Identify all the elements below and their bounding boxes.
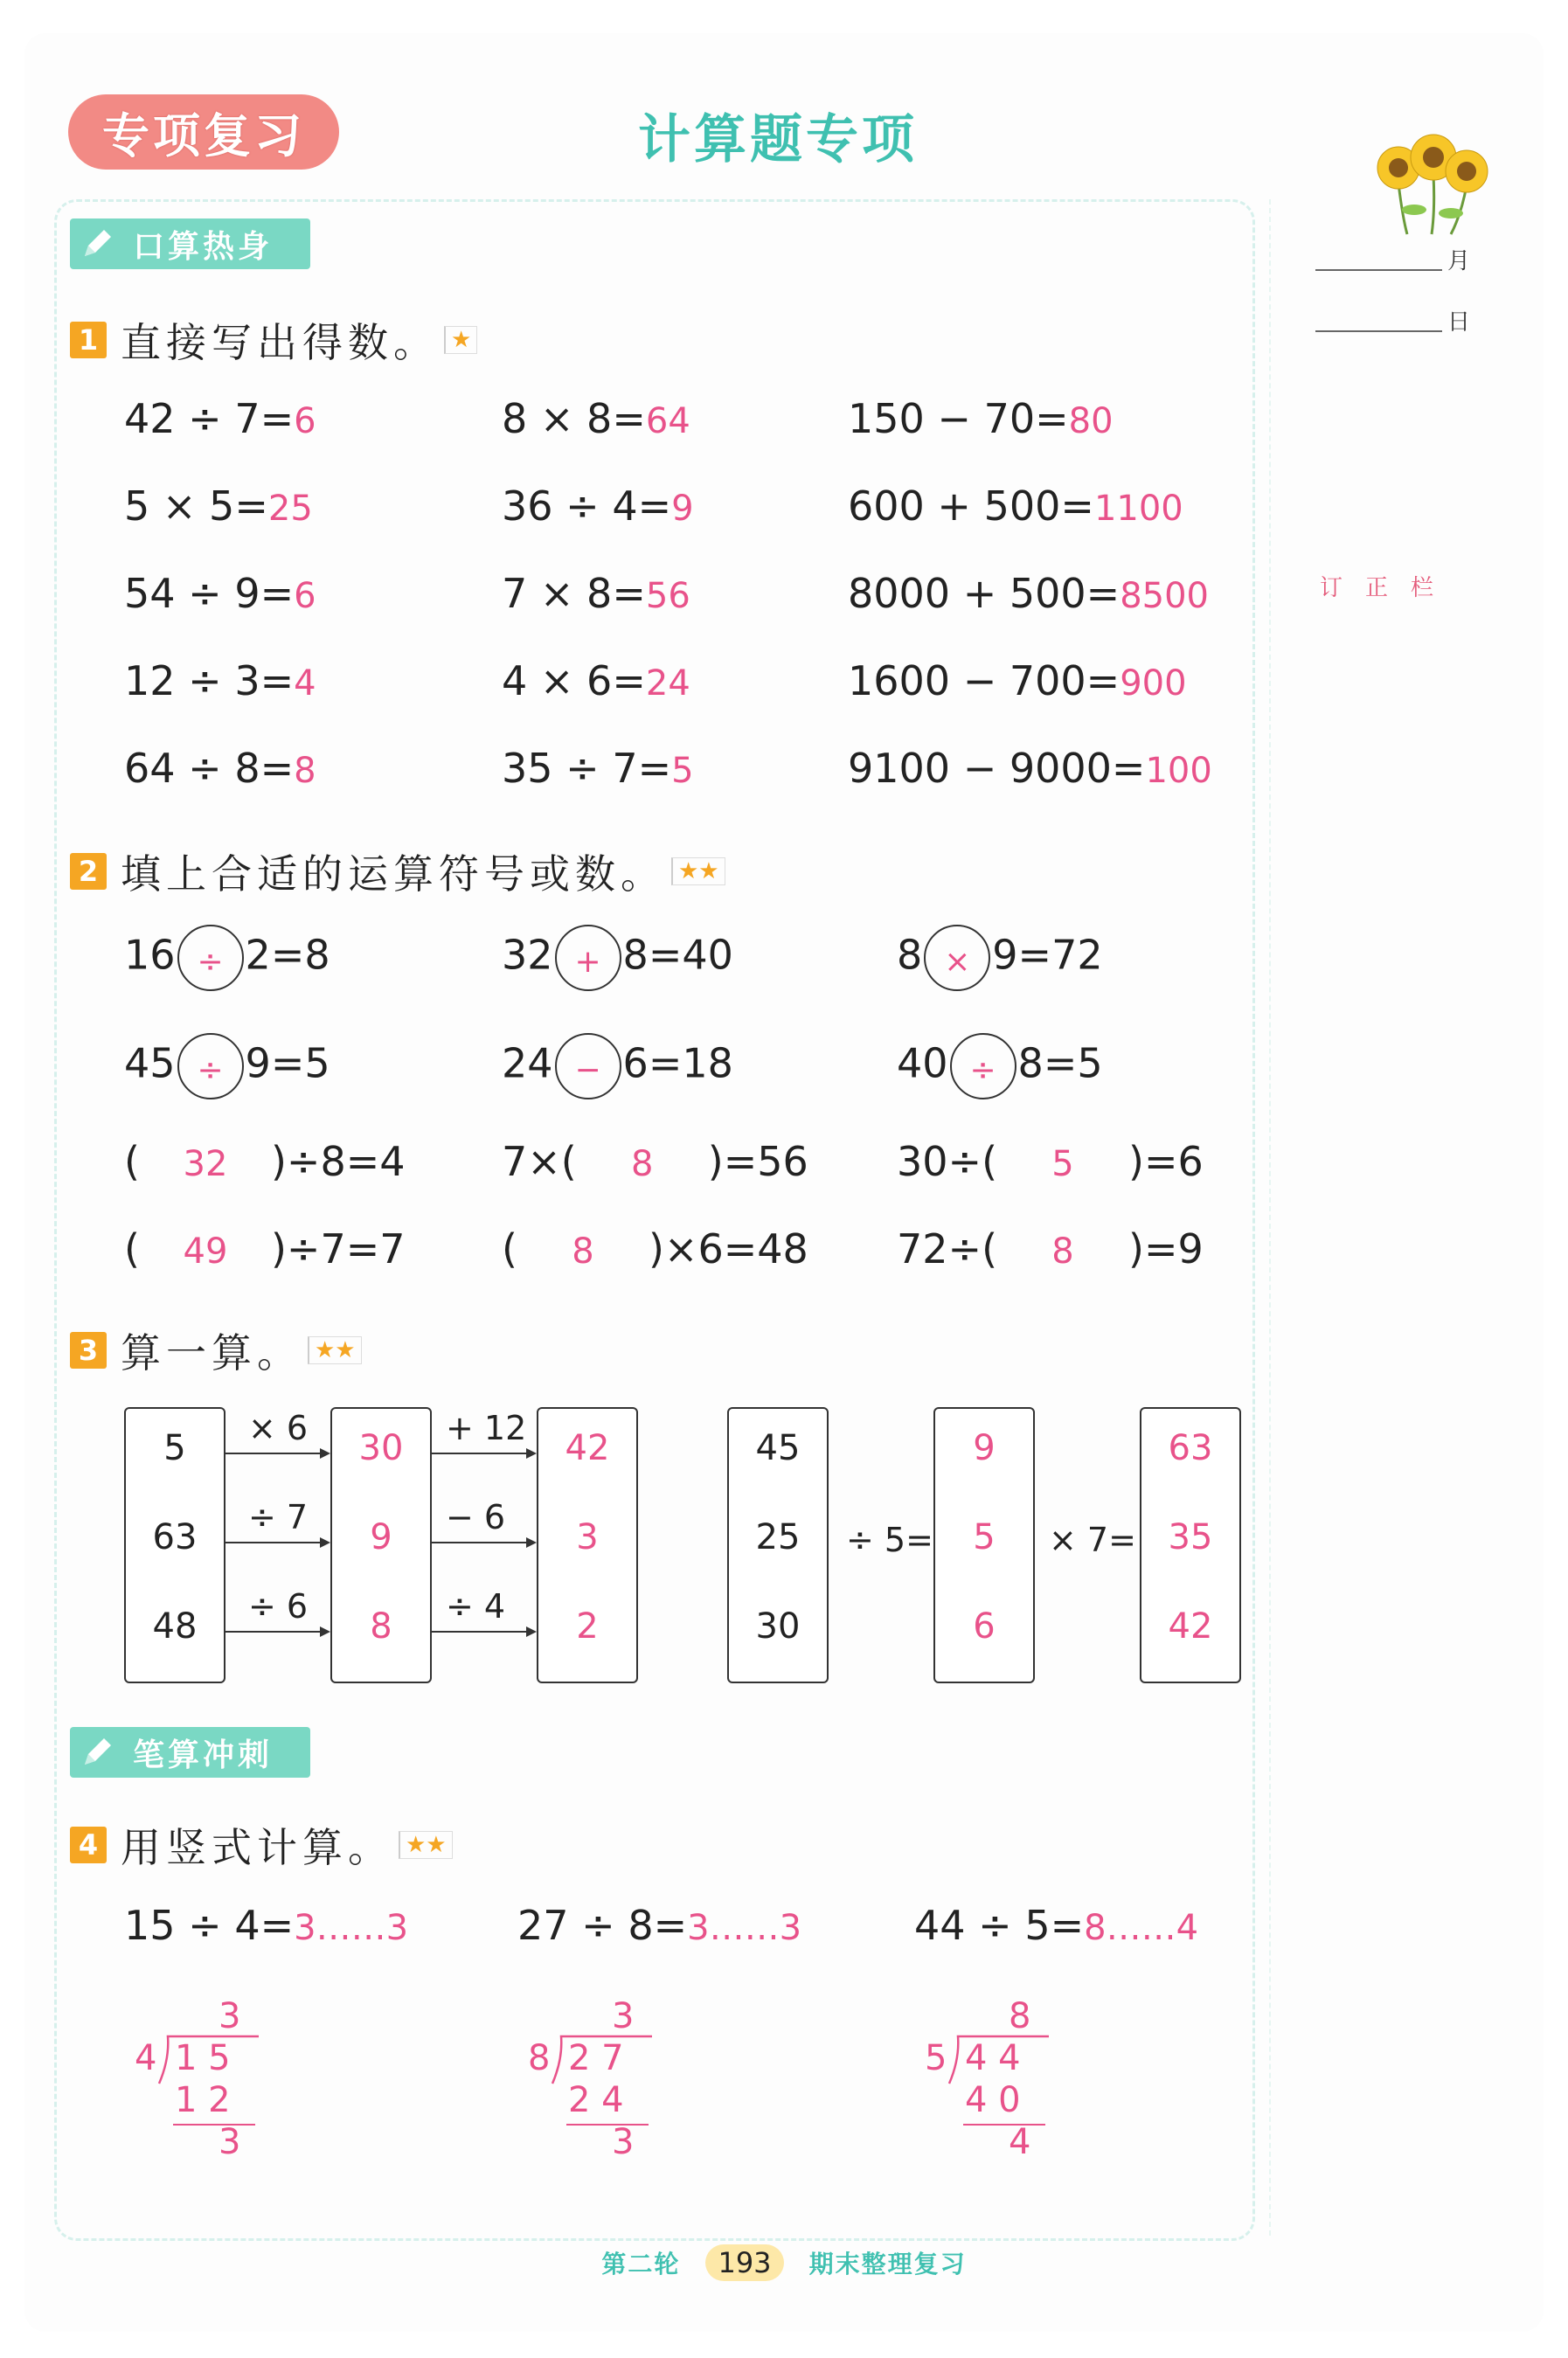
answer-text: 4 — [294, 663, 316, 704]
equation-text: 36 ÷ 4= — [502, 482, 672, 530]
remainder: 4 — [1009, 2122, 1031, 2162]
footer — [0, 2244, 1568, 2281]
operator-answer: ÷ — [197, 944, 224, 980]
paren-right: )×6=48 — [648, 1225, 808, 1273]
right-part: 8=5 — [1017, 1039, 1103, 1087]
pencil-icon — [77, 1732, 117, 1772]
box-value: 8 — [370, 1606, 392, 1647]
arrow-icon — [432, 1453, 535, 1454]
paren-answer: 32 — [183, 1144, 228, 1184]
answer-text: 6 — [294, 401, 316, 441]
equation-text: 44 ÷ 5= — [914, 1902, 1085, 1949]
subtraction-line — [173, 2124, 255, 2126]
left-operand: 16 — [124, 931, 176, 979]
q3-text: 算一算。 — [121, 1329, 302, 1377]
box-value: 30 — [755, 1606, 801, 1647]
paren-right: )=56 — [707, 1138, 808, 1185]
divisor: 4 — [135, 2038, 157, 2078]
left-operand: 45 — [124, 1039, 176, 1087]
q3-number: 3 — [70, 1332, 107, 1369]
paren-left: 72÷( — [897, 1225, 998, 1273]
operation-label: ÷ 6 — [248, 1587, 309, 1626]
equation-text: 7 × 8= — [502, 570, 646, 617]
operator-answer: × — [944, 944, 971, 980]
equation-text: 8 × 8= — [502, 395, 646, 442]
answer-text: 64 — [645, 401, 690, 441]
equation-text: 600 + 500= — [848, 482, 1094, 530]
dividend: 1 5 — [175, 2038, 231, 2078]
divisor: 8 — [528, 2038, 551, 2078]
remainder: 3 — [219, 2122, 241, 2162]
box-value: 35 — [1168, 1517, 1213, 1557]
box-value: 25 — [755, 1517, 801, 1557]
q1-text: 直接写出得数。 — [121, 319, 439, 366]
subtraction-line — [963, 2124, 1045, 2126]
box-value: 63 — [1168, 1428, 1213, 1468]
q2-circle-equation — [124, 1033, 330, 1099]
section-written-label: 笔算冲刺 — [133, 1737, 274, 1773]
product: 2 4 — [568, 2080, 624, 2120]
q4-equation — [914, 1902, 1198, 1949]
dividend: 4 4 — [965, 2038, 1021, 2078]
operator-circle — [950, 1033, 1016, 1099]
q1-equation — [502, 482, 694, 530]
equation-text: 64 ÷ 8= — [124, 745, 295, 792]
q1-equation — [502, 395, 690, 442]
answer-text: 8500 — [1120, 576, 1209, 616]
q3-heading — [70, 1321, 362, 1379]
operator-answer: ÷ — [969, 1052, 996, 1088]
equation-text: 15 ÷ 4= — [124, 1902, 295, 1949]
box-value: 45 — [755, 1428, 801, 1468]
answer-text: 5 — [671, 751, 694, 791]
paren-slot — [997, 1138, 1128, 1185]
q2-paren-equation — [897, 1138, 1204, 1185]
quotient: 8 — [1009, 1996, 1031, 2036]
paren-right: )÷8=4 — [270, 1138, 406, 1185]
right-part: 9=72 — [992, 931, 1103, 979]
product: 1 2 — [175, 2080, 231, 2120]
q1-equation — [848, 395, 1114, 442]
operation-label: × 7= — [1049, 1521, 1136, 1559]
equation-text: 5 × 5= — [124, 482, 268, 530]
answer-text: 3……3 — [294, 1908, 409, 1948]
q2-difficulty: ★★ — [671, 857, 725, 885]
footer-right: 期末整理复习 — [808, 2250, 967, 2278]
q1-equation — [502, 570, 690, 617]
operation-label: ÷ 7 — [248, 1498, 309, 1536]
answer-text: 3……3 — [687, 1908, 802, 1948]
q1-number: 1 — [70, 322, 107, 358]
q2-circle-equation — [502, 1033, 733, 1099]
operator-circle — [555, 1033, 621, 1099]
q2-paren-equation — [124, 1138, 406, 1185]
operator-circle — [177, 1033, 244, 1099]
equation-text: 9100 − 9000= — [848, 745, 1146, 792]
box-value: 5 — [973, 1517, 996, 1557]
q2-circle-equation — [124, 925, 330, 991]
q2-circle-equation — [897, 925, 1103, 991]
q2-circle-equation — [897, 1033, 1103, 1099]
q4-heading — [70, 1816, 453, 1874]
box-value: 42 — [1168, 1606, 1213, 1647]
answer-text: 24 — [645, 663, 690, 704]
box-value: 2 — [576, 1606, 599, 1647]
box-value: 9 — [370, 1517, 392, 1557]
sunflower-icon — [1363, 122, 1503, 236]
paren-slot — [140, 1138, 271, 1185]
equation-text: 8000 + 500= — [848, 570, 1120, 617]
answer-text: 9 — [671, 489, 694, 529]
left-operand: 40 — [897, 1039, 948, 1087]
right-part: 9=5 — [245, 1039, 330, 1087]
q2-text: 填上合适的运算符号或数。 — [121, 850, 666, 898]
equation-text: 150 − 70= — [848, 395, 1069, 442]
review-badge — [68, 94, 339, 170]
footer-left: 第二轮 — [601, 2250, 681, 2278]
right-part: 8=40 — [622, 931, 733, 979]
paren-left: 30÷( — [897, 1138, 998, 1185]
paren-left: ( — [124, 1225, 140, 1273]
paren-left: ( — [124, 1138, 140, 1185]
paren-answer: 8 — [1051, 1231, 1074, 1272]
operator-circle — [555, 925, 621, 991]
month-line — [1315, 269, 1442, 271]
paren-answer: 49 — [183, 1231, 228, 1272]
operator-circle — [177, 925, 244, 991]
answer-text: 25 — [267, 489, 313, 529]
box-value: 42 — [565, 1428, 610, 1468]
q1-equation — [848, 570, 1209, 617]
day-line — [1315, 330, 1442, 332]
operation-label: ÷ 4 — [446, 1587, 506, 1626]
paren-right: )÷7=7 — [270, 1225, 406, 1273]
operator-answer: − — [574, 1052, 601, 1088]
q1-equation — [502, 657, 690, 704]
paren-left: 7×( — [502, 1138, 577, 1185]
day-label: 日 — [1447, 309, 1471, 336]
box-value: 48 — [152, 1606, 198, 1647]
operation-label: ÷ 5= — [846, 1521, 933, 1559]
paren-slot — [517, 1225, 649, 1273]
paren-answer: 5 — [1051, 1144, 1074, 1184]
correction-label: 订正栏 — [1320, 575, 1457, 601]
review-label: 专项复习 — [102, 107, 305, 163]
q2-circle-equation — [502, 925, 733, 991]
equation-text: 27 ÷ 8= — [517, 1902, 688, 1949]
equation-text: 42 ÷ 7= — [124, 395, 295, 442]
page-number: 193 — [705, 2244, 783, 2281]
q1-heading — [70, 311, 477, 369]
operator-answer: ÷ — [197, 1052, 224, 1088]
box-value: 5 — [163, 1428, 186, 1468]
q4-number: 4 — [70, 1827, 107, 1863]
q2-paren-equation — [897, 1225, 1204, 1273]
operation-label: × 6 — [248, 1409, 309, 1447]
equation-text: 12 ÷ 3= — [124, 657, 295, 704]
answer-text: 8 — [294, 751, 316, 791]
arrow-icon — [432, 1631, 535, 1633]
left-operand: 32 — [502, 931, 553, 979]
q1-equation — [124, 482, 313, 530]
q1-equation — [124, 570, 316, 617]
q2-paren-equation — [124, 1225, 406, 1273]
section-written-tag — [70, 1727, 310, 1778]
operator-circle — [924, 925, 990, 991]
q1-equation — [848, 745, 1212, 792]
answer-text: 56 — [645, 576, 690, 616]
subtraction-line — [566, 2124, 649, 2126]
pencil-icon — [77, 224, 117, 264]
q1-equation — [124, 745, 316, 792]
arrow-icon — [225, 1453, 329, 1454]
answer-text: 100 — [1145, 751, 1212, 791]
q3-difficulty: ★★ — [308, 1336, 362, 1364]
q4-equation — [517, 1902, 801, 1949]
q1-equation — [502, 745, 694, 792]
paren-left: ( — [502, 1225, 517, 1273]
month-label: 月 — [1447, 248, 1471, 274]
paren-slot — [997, 1225, 1128, 1273]
answer-text: 1100 — [1093, 489, 1183, 529]
q1-equation — [124, 395, 316, 442]
paren-slot — [577, 1138, 708, 1185]
box-value: 6 — [973, 1606, 996, 1647]
q2-number: 2 — [70, 853, 107, 890]
box-value: 63 — [152, 1517, 198, 1557]
q1-equation — [848, 657, 1187, 704]
divisor: 5 — [925, 2038, 947, 2078]
paren-right: )=6 — [1128, 1138, 1204, 1185]
answer-text: 80 — [1068, 401, 1114, 441]
right-part: 6=18 — [622, 1039, 733, 1087]
equation-text: 35 ÷ 7= — [502, 745, 672, 792]
arrow-icon — [225, 1631, 329, 1633]
operation-label: − 6 — [446, 1498, 506, 1536]
box-value: 3 — [576, 1517, 599, 1557]
answer-text: 6 — [294, 576, 316, 616]
box-value: 9 — [973, 1428, 996, 1468]
operator-answer: + — [574, 944, 601, 980]
right-part: 2=8 — [245, 931, 330, 979]
paren-answer: 8 — [631, 1144, 654, 1184]
quotient: 3 — [219, 1996, 241, 2036]
section-oral-label: 口算热身 — [133, 228, 274, 265]
paren-answer: 8 — [572, 1231, 594, 1272]
page-title: 计算题专项 — [638, 109, 918, 170]
q2-heading — [70, 843, 725, 900]
section-oral-tag — [70, 218, 310, 269]
q2-paren-equation — [502, 1225, 808, 1273]
q1-equation — [848, 482, 1183, 530]
q1-difficulty: ★ — [444, 326, 477, 354]
equation-text: 4 × 6= — [502, 657, 646, 704]
arrow-icon — [225, 1542, 329, 1543]
box-value: 30 — [358, 1428, 404, 1468]
dividend: 2 7 — [568, 2038, 624, 2078]
answer-text: 8……4 — [1084, 1908, 1199, 1948]
left-operand: 24 — [502, 1039, 553, 1087]
answer-text: 900 — [1120, 663, 1187, 704]
equation-text: 1600 − 700= — [848, 657, 1120, 704]
paren-right: )=9 — [1128, 1225, 1204, 1273]
arrow-icon — [432, 1542, 535, 1543]
left-operand: 8 — [897, 931, 923, 979]
q2-paren-equation — [502, 1138, 808, 1185]
q4-equation — [124, 1902, 408, 1949]
equation-text: 54 ÷ 9= — [124, 570, 295, 617]
product: 4 0 — [965, 2080, 1021, 2120]
sidebar — [1269, 199, 1498, 2236]
q1-equation — [124, 657, 316, 704]
quotient: 3 — [612, 1996, 635, 2036]
remainder: 3 — [612, 2122, 635, 2162]
paren-slot — [140, 1225, 271, 1273]
q4-text: 用竖式计算。 — [121, 1824, 393, 1871]
operation-label: + 12 — [446, 1409, 527, 1447]
q4-difficulty: ★★ — [399, 1831, 453, 1859]
